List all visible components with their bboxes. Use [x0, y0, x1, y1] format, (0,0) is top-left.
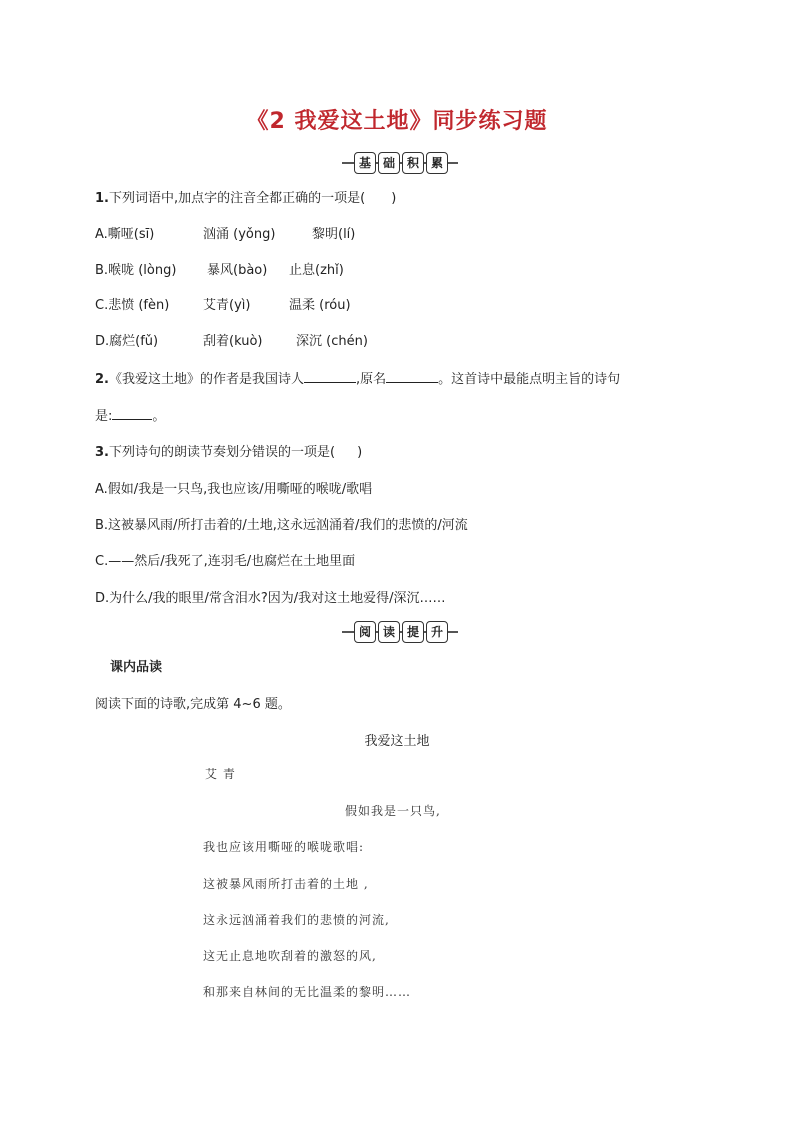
instruction-range: 4~6 [233, 697, 261, 712]
answer-blank[interactable] [386, 370, 438, 383]
q3-option-b: B.这被暴风雨/所打击着的/土地,这永远汹涌着/我们的悲愤的/河流 [95, 518, 468, 533]
q1-option-d-item2: 刮着(kuò) [203, 334, 263, 349]
question-3 [95, 441, 362, 460]
q3-option-a: A.假如/我是一只鸟,我也应该/用嘶哑的喉咙/歌唱 [95, 482, 373, 497]
q1-option-b [95, 259, 176, 278]
option-label: B. [95, 263, 109, 278]
question-1 [95, 187, 396, 206]
q1-option-c [95, 294, 169, 313]
q1-option-a [95, 223, 154, 242]
q1-option-c-item2: 艾青(yì) [203, 298, 251, 313]
poem-line: 这被暴风雨所打击着的土地 , [203, 877, 369, 891]
banner-char: 阅 [354, 621, 376, 643]
q1-option-d-item3: 深沉 (chén) [296, 334, 368, 349]
poem-line: 和那来自林间的无比温柔的黎明…… [203, 985, 412, 999]
question-text: 《我爱这土地》的作者是我国诗人 [108, 372, 304, 387]
answer-blank[interactable] [304, 370, 356, 383]
poem-line: 这无止息地吹刮着的激怒的风, [203, 949, 377, 963]
q1-option-a-item3: 黎明(lí) [312, 227, 356, 242]
page-title: 《2 我爱这土地》同步练习题 [246, 109, 548, 134]
banner-char: 提 [402, 621, 424, 643]
option-label: C. [95, 298, 109, 313]
q1-option-c-item3: 温柔 (róu) [289, 298, 351, 313]
q3-option-d: D.为什么/我的眼里/常含泪水?因为/我对这土地爱得/深沉…… [95, 591, 446, 606]
question-number: 2. [95, 372, 109, 387]
question-2-line2 [95, 405, 165, 424]
poem-title: 我爱这土地 [364, 734, 430, 749]
question-text: 。这首诗中最能点明主旨的诗句 [438, 372, 621, 387]
q1-option-a-item2: 汹涌 (yǒng) [203, 227, 276, 242]
poem-line: 这永远汹涌着我们的悲愤的河流, [203, 913, 390, 927]
poem-line: 假如我是一只鸟, [345, 804, 441, 818]
reading-instruction [95, 693, 291, 712]
section-banner-reading [342, 620, 458, 644]
option-item: 腐烂(fǔ) [109, 334, 159, 349]
option-label: A. [95, 227, 108, 242]
q3-option-c: C.——然后/我死了,连羽毛/也腐烂在土地里面 [95, 554, 356, 569]
option-item: 悲愤 (fèn) [108, 298, 170, 313]
banner-char: 积 [402, 152, 424, 174]
banner-char: 升 [426, 621, 448, 643]
banner-char: 础 [378, 152, 400, 174]
instruction-text: 阅读下面的诗歌,完成第 [95, 697, 230, 712]
question-2 [95, 368, 620, 387]
q1-option-d [95, 330, 158, 349]
q1-option-b-item2: 暴风(bào) [207, 263, 268, 278]
q1-option-b-item3: 止息(zhǐ) [289, 263, 344, 278]
poem-line: 我也应该用嘶哑的喉咙歌唱: [203, 840, 365, 854]
question-paren: ) [391, 191, 397, 206]
question-text: 下列词语中,加点字的注音全都正确的一项是( [108, 191, 366, 206]
section-banner-basic [342, 151, 458, 175]
question-text: 是: [95, 409, 113, 424]
banner-char: 读 [378, 621, 400, 643]
question-number: 1. [95, 191, 109, 206]
answer-blank[interactable] [112, 407, 152, 420]
option-item: 喉咙 (lòng) [108, 263, 177, 278]
question-paren: ) [357, 445, 363, 460]
question-text: ,原名 [356, 372, 387, 387]
question-number: 3. [95, 445, 109, 460]
option-label: D. [95, 334, 110, 349]
option-item: 嘶哑(sī) [107, 227, 155, 242]
banner-char: 累 [426, 152, 448, 174]
question-text: 下列诗句的朗读节奏划分错误的一项是( [108, 445, 336, 460]
banner-char: 基 [354, 152, 376, 174]
question-text: 。 [152, 409, 166, 424]
instruction-text: 题。 [264, 697, 291, 712]
subheading: 课内品读 [110, 660, 163, 675]
poem-author: 艾 青 [205, 767, 236, 781]
